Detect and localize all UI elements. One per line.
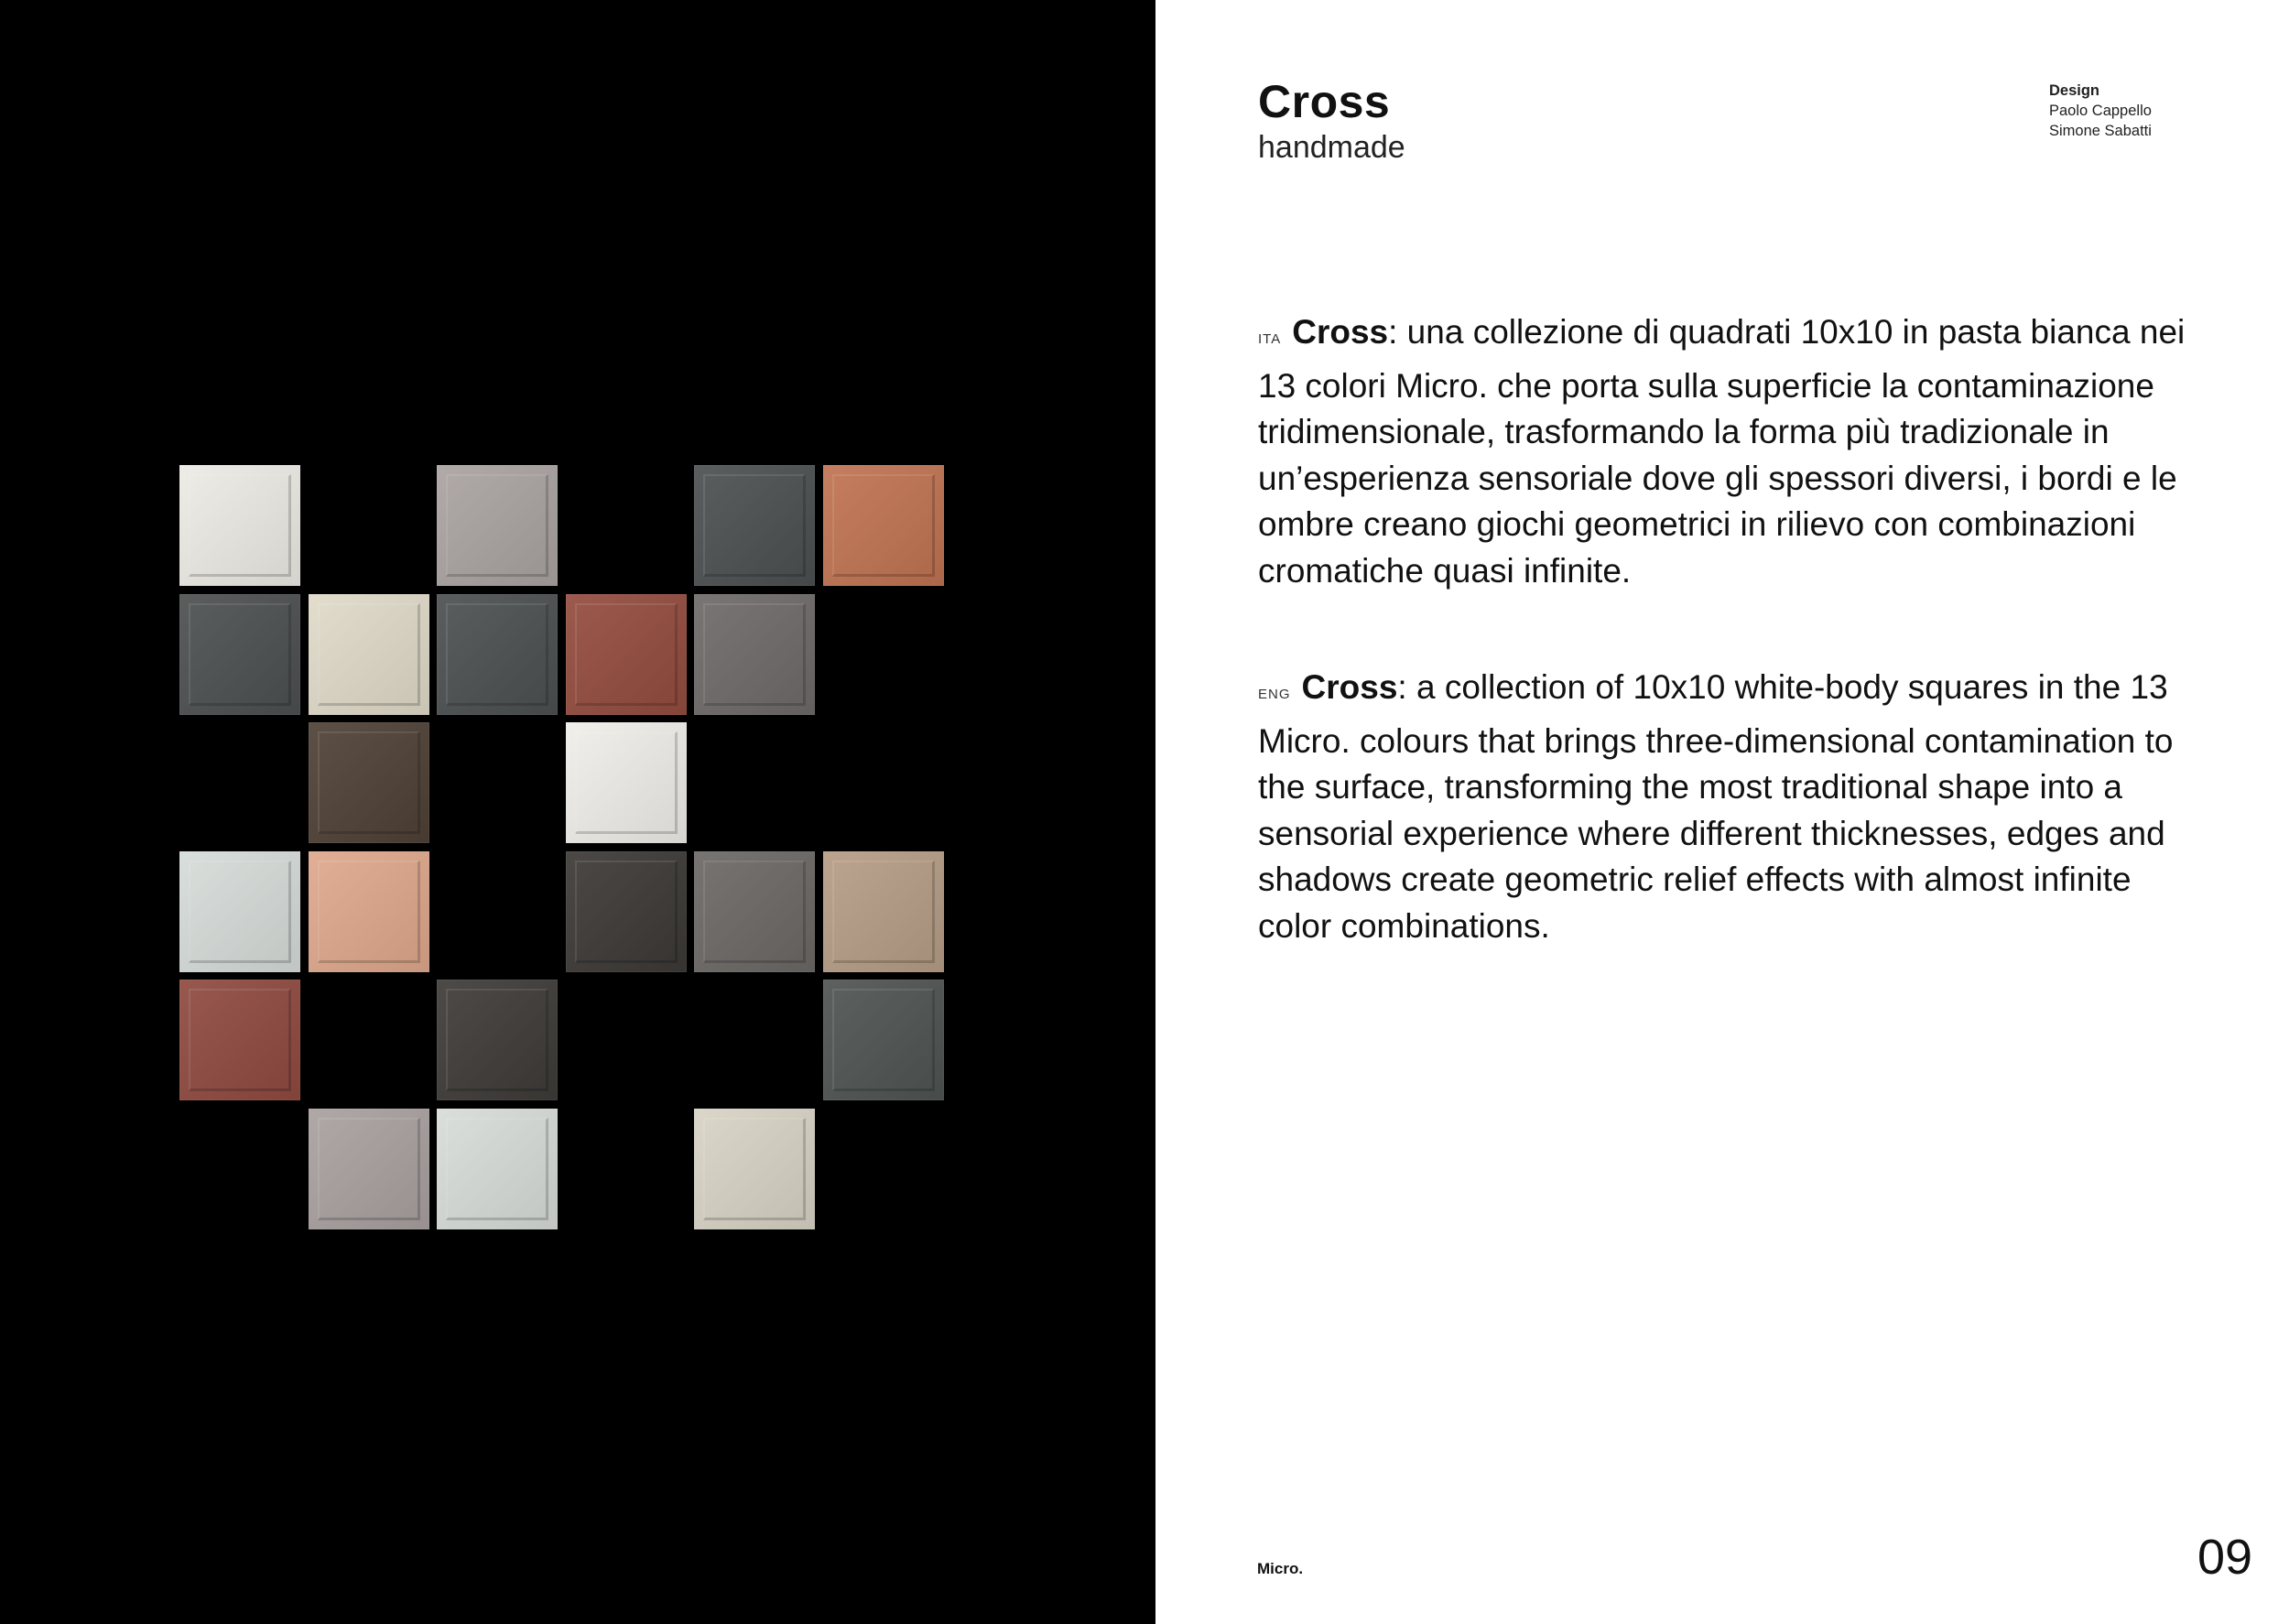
description-text: : a collection of 10x10 white-body squares in the 13 Micro. colours that brings three-dimensional contamination to the surface, transforming the most traditional shape into a sensorial experience where different thicknesses, edges and shadows create geometric relief effects with almost infinite color combinations. <box>1258 668 2174 945</box>
description-text: : una collezione di quadrati 10x10 in pasta bianca nei 13 colori Micro. che porta sulla superficie la contaminazione tridimensionale, trasformando la forma più tradizionale in un’esperienza sensoriale dove gli spessori diversi, i bordi e le ombre creano giochi geometrici in rilievo con combinazioni cromatiche quasi infinite. <box>1258 313 2186 590</box>
color-tile <box>694 594 815 715</box>
color-tile <box>437 465 558 586</box>
color-tile <box>179 980 300 1100</box>
page-subtitle: handmade <box>1258 130 1405 165</box>
color-tile <box>694 1109 815 1229</box>
color-tile <box>179 594 300 715</box>
language-tag-eng: ENG <box>1258 687 1291 702</box>
design-credits <box>2049 81 2152 141</box>
color-tile <box>309 594 429 715</box>
color-tile <box>437 594 558 715</box>
color-tile <box>566 851 687 972</box>
color-tile <box>309 1109 429 1229</box>
color-tile <box>823 465 944 586</box>
color-tile <box>437 980 558 1100</box>
collection-name: Cross <box>1301 668 1398 706</box>
color-tile <box>179 851 300 972</box>
color-tile <box>309 851 429 972</box>
color-tile <box>179 465 300 586</box>
color-tile <box>566 594 687 715</box>
brand-name: Micro. <box>1257 1560 1304 1577</box>
language-tag-ita: ITA <box>1258 331 1282 347</box>
designer-name: Paolo Cappello <box>2049 103 2152 119</box>
color-tile <box>694 851 815 972</box>
description-eng <box>1258 665 2192 949</box>
page-title: Cross <box>1258 76 1391 127</box>
color-tile <box>437 1109 558 1229</box>
design-label: Design <box>2049 82 2100 99</box>
color-tile <box>694 465 815 586</box>
color-tile <box>309 722 429 843</box>
collection-name: Cross <box>1292 313 1389 351</box>
description-ita <box>1258 309 2192 594</box>
color-tile <box>823 851 944 972</box>
color-tile <box>566 722 687 843</box>
designer-name: Simone Sabatti <box>2049 123 2152 139</box>
color-tile <box>823 980 944 1100</box>
page-number: 09 <box>2197 1530 2253 1585</box>
